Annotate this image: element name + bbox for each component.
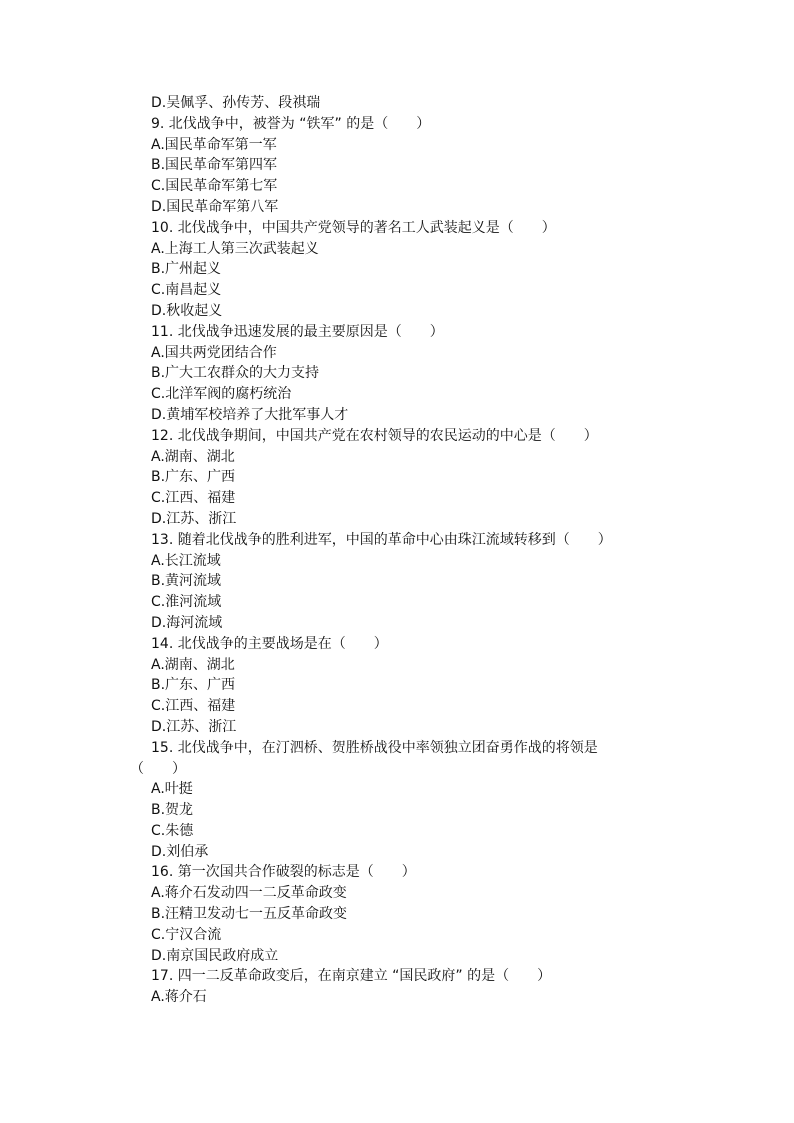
answer-option: A.国民革命军第一军 xyxy=(151,136,277,153)
answer-option: A.叶挺 xyxy=(151,781,193,798)
answer-option: D.国民革命军第八军 xyxy=(151,198,279,215)
answer-option: C.北洋军阀的腐朽统治 xyxy=(151,386,292,403)
answer-option: C.淮河流域 xyxy=(151,594,222,611)
answer-option: A.上海工人第三次武装起义 xyxy=(151,240,319,257)
answer-option: B.广州起义 xyxy=(151,261,222,278)
answer-option: C.南昌起义 xyxy=(151,282,222,299)
question-list xyxy=(130,93,690,1008)
answer-option: D.江苏、浙江 xyxy=(151,510,237,527)
question-text: 9. 北伐战争中，被誉为 “铁军” 的是（ ） xyxy=(151,115,431,132)
answer-option: A.蒋介石 xyxy=(151,989,207,1006)
answer-option: A.湖南、湖北 xyxy=(151,656,235,673)
answer-option: C.国民革命军第七军 xyxy=(151,178,278,195)
answer-option: D.秋收起义 xyxy=(151,302,223,319)
answer-option: B.广大工农群众的大力支持 xyxy=(151,365,320,382)
answer-option: A.国共两党团结合作 xyxy=(151,344,277,361)
answer-option: A.蒋介石发动四一二反革命政变 xyxy=(151,885,347,902)
answer-option: D.江苏、浙江 xyxy=(151,718,237,735)
answer-option: A.湖南、湖北 xyxy=(151,448,235,465)
question-text: 13. 随着北伐战争的胜利进军，中国的革命中心由珠江流域转移到（ ） xyxy=(151,531,612,548)
answer-option: D.吴佩孚、孙传芳、段祺瑞 xyxy=(151,95,321,111)
answer-option: D.黄埔军校培养了大批军事人才 xyxy=(151,406,349,423)
answer-option: B.汪精卫发动七一五反革命政变 xyxy=(151,906,348,923)
answer-option: B.广东、广西 xyxy=(151,469,236,486)
answer-option: B.贺龙 xyxy=(151,802,194,819)
answer-option: A.长江流域 xyxy=(151,552,221,569)
answer-option: C.江西、福建 xyxy=(151,490,236,507)
question-text: 10. 北伐战争中，中国共产党领导的著名工人武装起义是（ ） xyxy=(151,219,556,236)
answer-option: B.国民革命军第四军 xyxy=(151,157,278,174)
question-text: 11. 北伐战争迅速发展的最主要原因是（ ） xyxy=(151,323,444,340)
question-text: 14. 北伐战争的主要战场是在（ ） xyxy=(151,635,388,652)
question-text: 12. 北伐战争期间，中国共产党在农村领导的农民运动的中心是（ ） xyxy=(151,427,598,444)
answer-option: D.海河流域 xyxy=(151,614,223,631)
answer-option: B.黄河流域 xyxy=(151,573,222,590)
answer-option: C.朱德 xyxy=(151,822,194,839)
question-text: 17. 四一二反革命政变后，在南京建立 “国民政府” 的是（ ） xyxy=(151,968,552,985)
answer-option: B.广东、广西 xyxy=(151,677,236,694)
answer-option: C.江西、福建 xyxy=(151,698,236,715)
answer-option: D.刘伯承 xyxy=(151,843,209,860)
answer-option: C.宁汉合流 xyxy=(151,926,222,943)
question-text-continuation: （ ） xyxy=(130,760,186,777)
answer-option: D.南京国民政府成立 xyxy=(151,947,279,964)
question-text: 15. 北伐战争中，在汀泗桥、贺胜桥战役中率领独立团奋勇作战的将领是 xyxy=(151,739,598,756)
question-text: 16. 第一次国共合作破裂的标志是（ ） xyxy=(151,864,416,881)
